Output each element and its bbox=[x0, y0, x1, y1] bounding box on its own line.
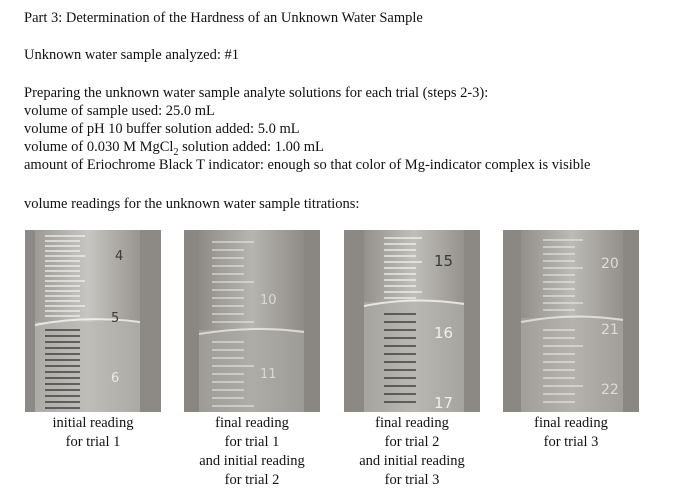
buret-label: 5 bbox=[111, 311, 120, 326]
volume-buffer: volume of pH 10 buffer solution added: 5.0 mL bbox=[24, 121, 300, 137]
indicator-line: amount of Eriochrome Black T indicator: enough so that color of Mg-indicator complex is visible bbox=[24, 157, 591, 173]
caption-line: for trial 2 bbox=[384, 434, 440, 450]
buret-label: 6 bbox=[111, 371, 120, 386]
buret-photo-3 bbox=[344, 230, 480, 412]
readings-intro: volume readings for the unknown water sample titrations: bbox=[24, 196, 360, 212]
caption-line: and initial reading bbox=[199, 453, 305, 469]
caption-line: final reading bbox=[215, 415, 289, 431]
caption-line: initial reading bbox=[52, 415, 134, 431]
caption-line: for trial 1 bbox=[65, 434, 121, 450]
buret-label: 20 bbox=[601, 256, 619, 272]
caption-line: for trial 1 bbox=[224, 434, 280, 450]
caption-line: and initial reading bbox=[359, 453, 465, 469]
prep-intro: Preparing the unknown water sample analyte solutions for each trial (steps 2-3): bbox=[24, 85, 489, 101]
buret-label: 10 bbox=[260, 293, 277, 308]
buret-photo-1 bbox=[25, 230, 161, 412]
mgcl2-prefix: volume of 0.030 M MgCl bbox=[24, 139, 174, 155]
buret-photo-4 bbox=[503, 230, 639, 412]
caption-line: for trial 2 bbox=[224, 472, 280, 488]
page-heading: Part 3: Determination of the Hardness of an Unknown Water Sample bbox=[24, 10, 423, 26]
buret-label: 17 bbox=[434, 394, 454, 412]
buret-label: 4 bbox=[115, 249, 124, 264]
buret-label: 22 bbox=[601, 382, 619, 398]
volume-sample: volume of sample used: 25.0 mL bbox=[24, 103, 215, 119]
caption-1 bbox=[25, 414, 161, 452]
mgcl2-subscript: 2 bbox=[173, 146, 179, 158]
buret-photo-2 bbox=[184, 230, 320, 412]
caption-line: for trial 3 bbox=[543, 434, 599, 450]
volume-mgcl2 bbox=[24, 138, 324, 156]
buret-label: 16 bbox=[434, 324, 454, 342]
caption-line: for trial 3 bbox=[384, 472, 440, 488]
sample-line: Unknown water sample analyzed: #1 bbox=[24, 47, 240, 63]
caption-line: final reading bbox=[534, 415, 608, 431]
caption-4 bbox=[503, 414, 639, 452]
caption-2 bbox=[184, 414, 320, 490]
mgcl2-suffix: solution added: 1.00 mL bbox=[178, 139, 324, 155]
buret-label: 21 bbox=[601, 322, 619, 338]
caption-3 bbox=[344, 414, 480, 490]
buret-label: 11 bbox=[260, 367, 277, 382]
buret-label: 15 bbox=[434, 252, 454, 270]
caption-line: final reading bbox=[375, 415, 449, 431]
